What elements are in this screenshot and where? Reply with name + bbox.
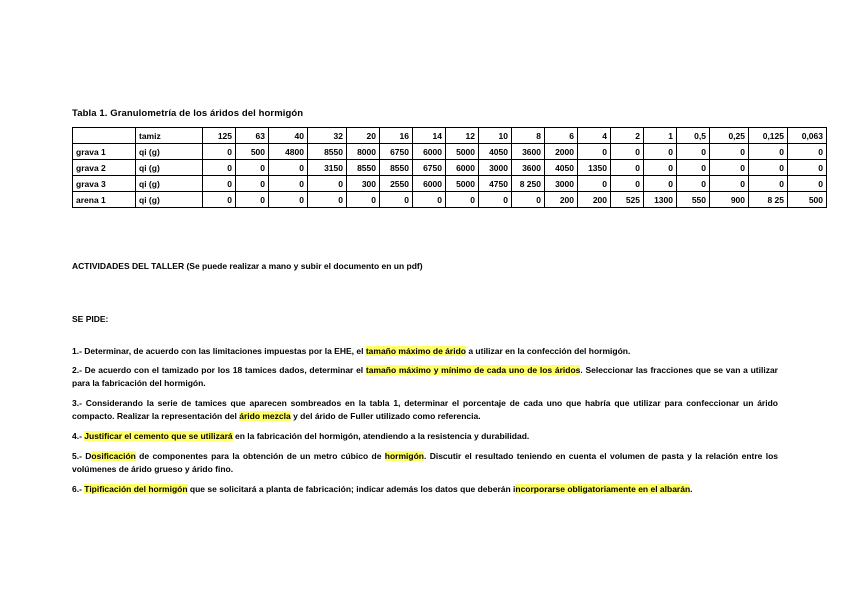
value-cell: 0 <box>380 192 413 208</box>
value-cell: 0 <box>236 176 269 192</box>
value-cell: 4800 <box>269 144 308 160</box>
activity-text: . <box>690 484 693 494</box>
value-cell: 6000 <box>446 160 479 176</box>
row-unit-cell: qi (g) <box>136 176 203 192</box>
value-cell: 1300 <box>644 192 677 208</box>
value-cell: 0 <box>347 192 380 208</box>
table-row <box>73 144 827 160</box>
highlighted-text: tamaño máximo y mínimo de cada uno de los áridos <box>365 365 581 375</box>
value-cell: 0 <box>203 192 236 208</box>
table-header-row <box>73 128 827 144</box>
table-corner-cell <box>73 128 136 144</box>
value-cell: 0 <box>710 160 749 176</box>
row-name-cell: arena 1 <box>73 192 136 208</box>
value-cell: 8 25 <box>749 192 788 208</box>
table-row <box>73 192 827 208</box>
value-cell: 0 <box>578 176 611 192</box>
activity-2 <box>72 364 778 390</box>
value-cell: 0 <box>749 176 788 192</box>
value-cell: 0 <box>479 192 512 208</box>
activity-text: que se solicitará a planta de fabricación; indicar además los datos que deberán i <box>187 484 516 494</box>
row-name-cell: grava 1 <box>73 144 136 160</box>
activity-1 <box>72 345 778 358</box>
sieve-header-cell: 10 <box>479 128 512 144</box>
highlighted-text: ncorporarse obligatoriamente en el albarán <box>515 484 691 494</box>
value-cell: 8550 <box>308 144 347 160</box>
activity-text: 3.- Considerando la serie de tamices que aparecen sombreados en la tabla 1, determinar el porcentaje de cada uno que habría que utilizar para confeccionar un árido compacto. Realizar la representación del <box>72 398 778 421</box>
value-cell: 0 <box>308 176 347 192</box>
value-cell: 0 <box>644 144 677 160</box>
header-label-cell: tamiz <box>136 128 203 144</box>
value-cell: 4050 <box>479 144 512 160</box>
value-cell: 0 <box>677 144 710 160</box>
value-cell: 0 <box>611 144 644 160</box>
value-cell: 0 <box>749 160 788 176</box>
activity-text: . Discutir el resultado teniendo en cuenta el volumen de pasta y la relación entre los volúmenes de árido grueso y árido fino. <box>72 451 779 474</box>
value-cell: 5000 <box>446 144 479 160</box>
sieve-header-cell: 40 <box>269 128 308 144</box>
activity-text: 6.- <box>72 484 85 494</box>
sieve-header-cell: 14 <box>413 128 446 144</box>
value-cell: 0 <box>203 160 236 176</box>
highlighted-text: hormigón <box>384 451 424 461</box>
request-heading: SE PIDE: <box>72 314 109 324</box>
value-cell: 0 <box>413 192 446 208</box>
value-cell: 5000 <box>446 176 479 192</box>
value-cell: 3000 <box>545 176 578 192</box>
highlighted-text: Tipificación del hormigón <box>84 484 188 494</box>
highlighted-text: osificación <box>91 451 136 461</box>
value-cell: 0 <box>644 160 677 176</box>
value-cell: 4050 <box>545 160 578 176</box>
value-cell: 550 <box>677 192 710 208</box>
row-unit-cell: qi (g) <box>136 192 203 208</box>
value-cell: 0 <box>308 192 347 208</box>
value-cell: 0 <box>269 160 308 176</box>
value-cell: 0 <box>236 160 269 176</box>
value-cell: 0 <box>611 176 644 192</box>
sieve-header-cell: 32 <box>308 128 347 144</box>
value-cell: 2000 <box>545 144 578 160</box>
value-cell: 0 <box>578 144 611 160</box>
sieve-header-cell: 12 <box>446 128 479 144</box>
value-cell: 4750 <box>479 176 512 192</box>
value-cell: 0 <box>611 160 644 176</box>
row-name-cell: grava 3 <box>73 176 136 192</box>
activity-3 <box>72 397 778 423</box>
highlighted-text: árido mezcla <box>239 411 291 421</box>
granulometry-table <box>72 127 827 208</box>
value-cell: 0 <box>236 192 269 208</box>
value-cell: 200 <box>545 192 578 208</box>
table-row <box>73 160 827 176</box>
sieve-header-cell: 20 <box>347 128 380 144</box>
value-cell: 8550 <box>347 160 380 176</box>
value-cell: 6750 <box>380 144 413 160</box>
value-cell: 0 <box>710 176 749 192</box>
value-cell: 6000 <box>413 176 446 192</box>
activity-text: 2.- De acuerdo con el tamizado por los 18 tamices dados, determinar el <box>72 365 366 375</box>
activity-text: de componentes para la obtención de un metro cúbico de <box>135 451 385 461</box>
activity-text: y del árido de Fuller utilizado como referencia. <box>290 411 481 421</box>
row-unit-cell: qi (g) <box>136 160 203 176</box>
value-cell: 0 <box>269 176 308 192</box>
activity-6 <box>72 483 778 496</box>
value-cell: 0 <box>269 192 308 208</box>
highlighted-text: Justificar el cemento que se utilizará <box>84 431 233 441</box>
activities-heading: ACTIVIDADES DEL TALLER (Se puede realizar a mano y subir el documento en un pdf) <box>72 261 423 271</box>
table-caption: Tabla 1. Granulometría de los áridos del hormigón <box>72 108 304 119</box>
value-cell: 8 250 <box>512 176 545 192</box>
activity-text: 5.- D <box>72 451 92 461</box>
value-cell: 8550 <box>380 160 413 176</box>
highlighted-text: tamaño máximo de árido <box>365 346 466 356</box>
activity-text: 1.- Determinar, de acuerdo con las limitaciones impuestas por la EHE, el <box>72 346 366 356</box>
sieve-header-cell: 4 <box>578 128 611 144</box>
sieve-header-cell: 0,063 <box>788 128 827 144</box>
value-cell: 0 <box>677 176 710 192</box>
value-cell: 0 <box>788 176 827 192</box>
value-cell: 0 <box>203 176 236 192</box>
activity-text: a utilizar en la confección del hormigón. <box>465 346 631 356</box>
sieve-header-cell: 8 <box>512 128 545 144</box>
activity-text: en la fabricación del hormigón, atendiendo a la resistencia y durabilidad. <box>232 431 530 441</box>
value-cell: 3600 <box>512 160 545 176</box>
value-cell: 6000 <box>413 144 446 160</box>
value-cell: 0 <box>749 144 788 160</box>
sieve-header-cell: 2 <box>611 128 644 144</box>
value-cell: 6750 <box>413 160 446 176</box>
sieve-header-cell: 1 <box>644 128 677 144</box>
sieve-header-cell: 6 <box>545 128 578 144</box>
sieve-header-cell: 125 <box>203 128 236 144</box>
value-cell: 0 <box>788 144 827 160</box>
value-cell: 3150 <box>308 160 347 176</box>
row-unit-cell: qi (g) <box>136 144 203 160</box>
value-cell: 3600 <box>512 144 545 160</box>
value-cell: 525 <box>611 192 644 208</box>
row-name-cell: grava 2 <box>73 160 136 176</box>
sieve-header-cell: 63 <box>236 128 269 144</box>
value-cell: 2550 <box>380 176 413 192</box>
value-cell: 0 <box>446 192 479 208</box>
sieve-header-cell: 16 <box>380 128 413 144</box>
sieve-header-cell: 0,125 <box>749 128 788 144</box>
value-cell: 0 <box>644 176 677 192</box>
value-cell: 3000 <box>479 160 512 176</box>
activity-text: . Seleccionar las fracciones que se van a utilizar para la fabricación del hormigón. <box>72 365 778 388</box>
value-cell: 300 <box>347 176 380 192</box>
value-cell: 0 <box>710 144 749 160</box>
sieve-header-cell: 0,25 <box>710 128 749 144</box>
sieve-header-cell: 0,5 <box>677 128 710 144</box>
value-cell: 1350 <box>578 160 611 176</box>
value-cell: 0 <box>512 192 545 208</box>
value-cell: 900 <box>710 192 749 208</box>
value-cell: 0 <box>677 160 710 176</box>
value-cell: 8000 <box>347 144 380 160</box>
activity-text: 4.- <box>72 431 85 441</box>
value-cell: 500 <box>236 144 269 160</box>
value-cell: 500 <box>788 192 827 208</box>
activity-4 <box>72 430 778 443</box>
table-row <box>73 176 827 192</box>
value-cell: 0 <box>788 160 827 176</box>
value-cell: 200 <box>578 192 611 208</box>
activity-5 <box>72 450 778 476</box>
value-cell: 0 <box>203 144 236 160</box>
